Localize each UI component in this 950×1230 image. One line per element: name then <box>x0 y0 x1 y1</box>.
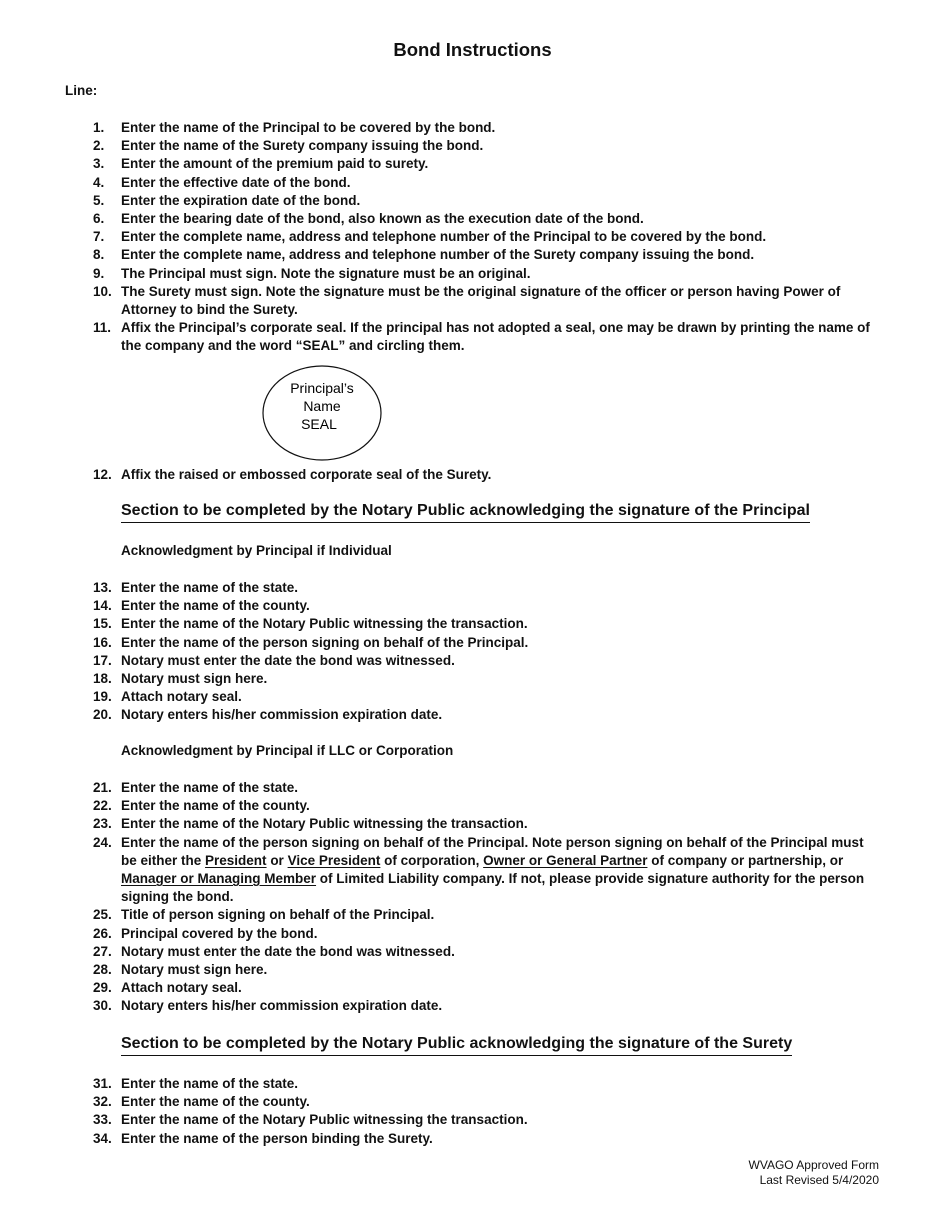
line-label: Line: <box>65 83 98 98</box>
list-item: 27. Notary must enter the date the bond was witnessed. <box>93 943 455 959</box>
seal-text-line3: SEAL <box>301 416 337 432</box>
list-item: 15. Enter the name of the Notary Public witnessing the transaction. <box>93 616 528 632</box>
list-item: 22. Enter the name of the county. <box>93 798 310 814</box>
list-item: 18. Notary must sign here. <box>93 671 268 687</box>
list-item: 6. Enter the bearing date of the bond, also known as the execution date of the bond. <box>93 211 644 227</box>
list-item: 34. Enter the name of the person binding the Surety. <box>93 1130 433 1146</box>
list-item: 25. Title of person signing on behalf of the Principal. <box>93 907 435 923</box>
list-item: 3. Enter the amount of the premium paid to surety. <box>93 156 429 172</box>
list-item: 7. Enter the complete name, address and telephone number of the Principal to be covered by the bond. <box>93 229 767 245</box>
list-item: 20. Notary enters his/her commission expiration date. <box>93 707 443 723</box>
principal-seal-illustration <box>262 365 382 461</box>
instruction-list-2 <box>93 579 883 725</box>
footer <box>749 1158 879 1188</box>
instruction-list-3 <box>93 779 883 1016</box>
list-item: 12. Affix the raised or embossed corporate seal of the Surety. <box>93 467 492 482</box>
list-item: 2. Enter the name of the Surety company issuing the bond. <box>93 138 484 154</box>
page-title: Bond Instructions <box>393 39 552 60</box>
list-item: 10. The Surety must sign. Note the signature must be the original signature of the officer or person having Power of Attorney to bind the Surety. <box>93 283 841 318</box>
list-item: 9. The Principal must sign. Note the signature must be an original. <box>93 265 531 281</box>
list-item: 8. Enter the complete name, address and telephone number of the Surety company issuing the bond. <box>93 247 755 263</box>
list-item: 11. Affix the Principal’s corporate seal. If the principal has not adopted a seal, one may be drawn by printing the name of the company and the word “SEAL” and circling them. <box>93 320 870 354</box>
list-item: 31. Enter the name of the state. <box>93 1076 299 1091</box>
list-item: 26. Principal covered by the bond. <box>93 925 318 941</box>
subheading-llc-corporation: Acknowledgment by Principal if LLC or Corporation <box>121 743 454 758</box>
list-item: 4. Enter the effective date of the bond. <box>93 174 351 190</box>
list-item: 16. Enter the name of the person signing on behalf of the Principal. <box>93 634 529 650</box>
list-item: 33. Enter the name of the Notary Public witnessing the transaction. <box>93 1112 528 1128</box>
footer-approved: WVAGO Approved Form <box>748 1158 879 1172</box>
instruction-list-4 <box>93 1075 883 1148</box>
footer-revised: Last Revised 5/4/2020 <box>759 1173 879 1187</box>
list-item: 21. Enter the name of the state. <box>93 780 299 795</box>
list-item: 24. Enter the name of the person signing on behalf of the Principal. Note person signing on behalf of the Principal must be either the President or Vice President of corporation, Owner or General Partner of company or partnership, or Manager or Managing Member of Limited Liability company. If not, please provide signature authority for the person signing the bond. <box>93 834 865 905</box>
list-item: 29. Attach notary seal. <box>93 980 242 996</box>
list-item: 19. Attach notary seal. <box>93 689 242 705</box>
list-item: 28. Notary must sign here. <box>93 962 268 978</box>
section-heading-principal: Section to be completed by the Notary Public acknowledging the signature of the Principal <box>121 502 810 523</box>
seal-text-line2: Name <box>303 398 341 414</box>
list-item: 13. Enter the name of the state. <box>93 580 299 595</box>
list-item: 32. Enter the name of the county. <box>93 1094 310 1110</box>
list-item: 17. Notary must enter the date the bond was witnessed. <box>93 652 455 668</box>
list-item: 30. Notary enters his/her commission expiration date. <box>93 998 443 1014</box>
list-item: 14. Enter the name of the county. <box>93 598 310 614</box>
list-item: 1. Enter the name of the Principal to be covered by the bond. <box>93 120 496 135</box>
seal-text-line1: Principal’s <box>290 380 354 396</box>
instruction-list-12 <box>93 466 883 484</box>
list-item: 23. Enter the name of the Notary Public witnessing the transaction. <box>93 816 528 832</box>
subheading-individual: Acknowledgment by Principal if Individual <box>121 543 392 558</box>
list-item: 5. Enter the expiration date of the bond. <box>93 192 361 208</box>
instruction-list-1 <box>93 119 883 356</box>
section-heading-surety: Section to be completed by the Notary Public acknowledging the signature of the Surety <box>121 1035 792 1056</box>
